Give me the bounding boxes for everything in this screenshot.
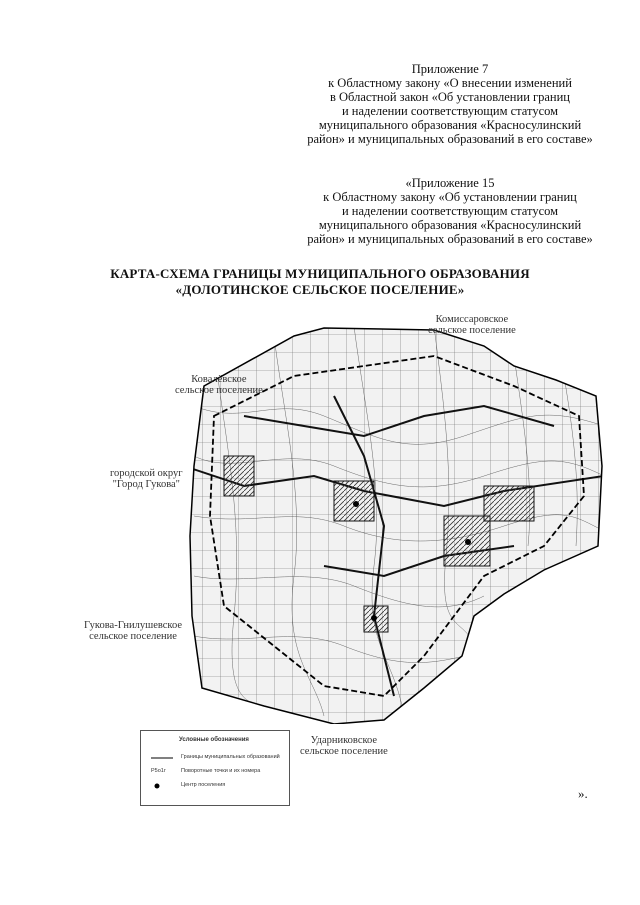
map-label-gnilushevskoe	[84, 620, 182, 642]
map-label-udarnikovskoe	[300, 735, 388, 757]
appendix-7-line: в Областной закон «Об установлении границ	[329, 90, 570, 104]
turning-point-symbol: Р5о1г	[151, 768, 166, 774]
settlement-center-icon	[151, 783, 173, 789]
map-label-kommissarovskoe	[428, 314, 516, 336]
appendix-15-line: муниципального образования «Красносулинский	[318, 218, 582, 232]
appendix-7-line: и наделении соответствующим статусом	[341, 104, 559, 118]
map-label-line: сельское поселение	[300, 746, 388, 757]
map-label-line: Ударниковское	[310, 735, 378, 746]
appendix-15-line: к Областному закону «Об установлении границ	[323, 190, 577, 204]
map-label-gukovo	[110, 468, 183, 490]
appendix-15-line: и наделении соответствующим статусом	[341, 204, 559, 218]
map-label-line: городской округ	[110, 468, 183, 479]
title-line: «ДОЛОТИНСКОЕ СЕЛЬСКОЕ ПОСЕЛЕНИЕ»	[175, 282, 465, 297]
legend-item-label: Границы муниципальных образований	[181, 754, 280, 760]
legend-item-center	[145, 781, 287, 791]
appendix-7-line: район» и муниципальных образований в его составе»	[307, 132, 593, 146]
appendix-7-line: Приложение 7	[411, 62, 489, 76]
map-label-line: "Город Гукова"	[112, 479, 180, 490]
map-legend	[140, 730, 290, 806]
map-label-line: Гукова-Гнилушевское	[84, 620, 183, 631]
appendix-7-line: к Областному закону «О внесении изменений	[328, 76, 572, 90]
appendix-15-header	[300, 176, 600, 246]
map-label-line: сельское поселение	[89, 631, 177, 642]
document-title	[60, 266, 580, 298]
map-label-kovalevskoe	[175, 374, 263, 396]
boundary-line-icon	[151, 755, 173, 761]
legend-item-boundary	[145, 753, 287, 763]
appendix-15-line: «Приложение 15	[405, 176, 495, 190]
appendix-7-header	[300, 62, 600, 146]
map-label-line: сельское поселение	[175, 385, 263, 396]
appendix-7-line: муниципального образования «Красносулинский	[318, 118, 582, 132]
legend-item-label: Центр поселения	[181, 782, 226, 788]
legend-item-label: Поворотные точки и их номера	[181, 768, 261, 774]
map-label-line: сельское поселение	[428, 325, 516, 336]
title-line: КАРТА-СХЕМА ГРАНИЦЫ МУНИЦИПАЛЬНОГО ОБРАЗОВАНИЯ	[110, 266, 530, 281]
legend-item-turning-points	[145, 767, 287, 777]
legend-title: Условные обозначения	[179, 737, 249, 743]
appendix-15-line: район» и муниципальных образований в его составе»	[307, 232, 593, 246]
closing-quote: ».	[578, 786, 588, 801]
map-label-line: Ковалёвское	[191, 374, 247, 385]
map-label-line: Комиссаровское	[435, 314, 509, 325]
